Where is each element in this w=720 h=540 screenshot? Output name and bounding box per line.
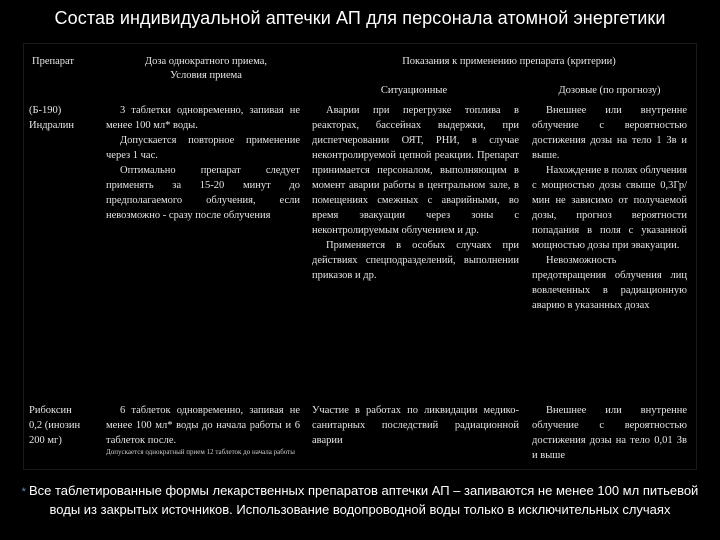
row1-dosimetric-p1: Внешнее или внутренне облучение с вероятностью достижения дозы на тело 1 Зв и выше.	[532, 105, 687, 161]
row1-dose	[106, 103, 300, 223]
row1-situational	[312, 103, 519, 283]
row2-drug-name: Рибоксин	[29, 405, 72, 416]
medication-table	[23, 43, 697, 470]
row1-dosimetric-p3: Невозможность предотвращения облучения лиц вовлеченных в радиационную аварию в указанных дозах	[532, 255, 687, 311]
row1-dose-p1: 3 таблетки одновременно, запивая не менее 100 мл* воды.	[106, 105, 300, 131]
row2-dosimetric-p1: Внешнее или внутренне облучение с вероятностью достижения дозы на тело 0,01 Зв и выше	[532, 405, 687, 461]
row2-dose-p1: 6 таблеток одновременно, запивая не менее 100 мл* воды до начала работы и 6 таблеток после.	[106, 405, 300, 446]
row1-dose-p2: Допускается повторное применение через 1 час.	[106, 135, 300, 161]
row2-drug	[29, 403, 107, 448]
row2-situational	[312, 403, 519, 448]
row1-dosimetric-p2: Нахождение в полях облучения с мощностью дозы свыше 0,3Гр/мин не зависимо от получаемой дозы, прогноз вероятности попадания в поля с указанной мощностью дозы при эвакуации.	[532, 165, 687, 251]
row1-drug	[29, 103, 107, 133]
header-drug: Препарат	[32, 56, 74, 67]
row1-drug-code: (Б-190)	[29, 105, 62, 116]
row2-dose-small: Допускается однократный прием 12 таблеток до начала работы	[106, 448, 295, 456]
header-dosimetric: Дозовые (по прогнозу)	[558, 85, 661, 96]
header-dose-line2: Условия приема	[170, 70, 242, 81]
row2-drug-inn: 200 мг)	[29, 435, 62, 446]
header-situational: Ситуационные	[380, 85, 448, 96]
header-dose	[112, 55, 300, 83]
footnote-text: Все таблетированные формы лекарственных препаратов аптечки АП – запиваются не менее 100 мл питьевой воды из закрытых источников. Использование водопроводной воды только в исключительных случаях	[28, 483, 699, 517]
row2-dosimetric	[532, 403, 687, 463]
row1-situational-p1: Аварии при перегрузке топлива в реакторах, бассейнах выдержки, при диспетчеровании ОЯТ, РНИ, в случае неконтролируемой цепной реакции. Препарат принимается персоналом, выполняющим в момент аварии работы в центральном зале, в помещениях смежных с аварийными, во время эвакуации через зоны с неконтролируемым облучением и др.	[312, 105, 519, 236]
footnote-marker: *	[21, 486, 26, 498]
row1-dose-p3: Оптимально препарат следует применять за 15-20 минут до предполагаемого облучения, если невозможно - сразу после облучения	[106, 165, 300, 221]
page-title: Состав индивидуальной аптечки АП для персонала атомной энергетики	[54, 8, 666, 28]
header-indications: Показания к применению препарата (критерии)	[402, 56, 616, 67]
row1-situational-p2: Применяется в особых случаях при действиях спецподразделений, выполнении приказов и др.	[312, 240, 519, 281]
footnote	[14, 482, 706, 518]
row2-drug-dose: 0,2 (инозин	[29, 420, 81, 431]
header-dose-line1: Доза однократного приема,	[144, 56, 268, 67]
row1-drug-name: Индралин	[29, 120, 75, 131]
row2-situational-p1: Участие в работах по ликвидации медико-санитарных последствий радиационной аварии	[312, 405, 519, 446]
row1-dosimetric	[532, 103, 687, 313]
row2-dose	[106, 403, 300, 456]
